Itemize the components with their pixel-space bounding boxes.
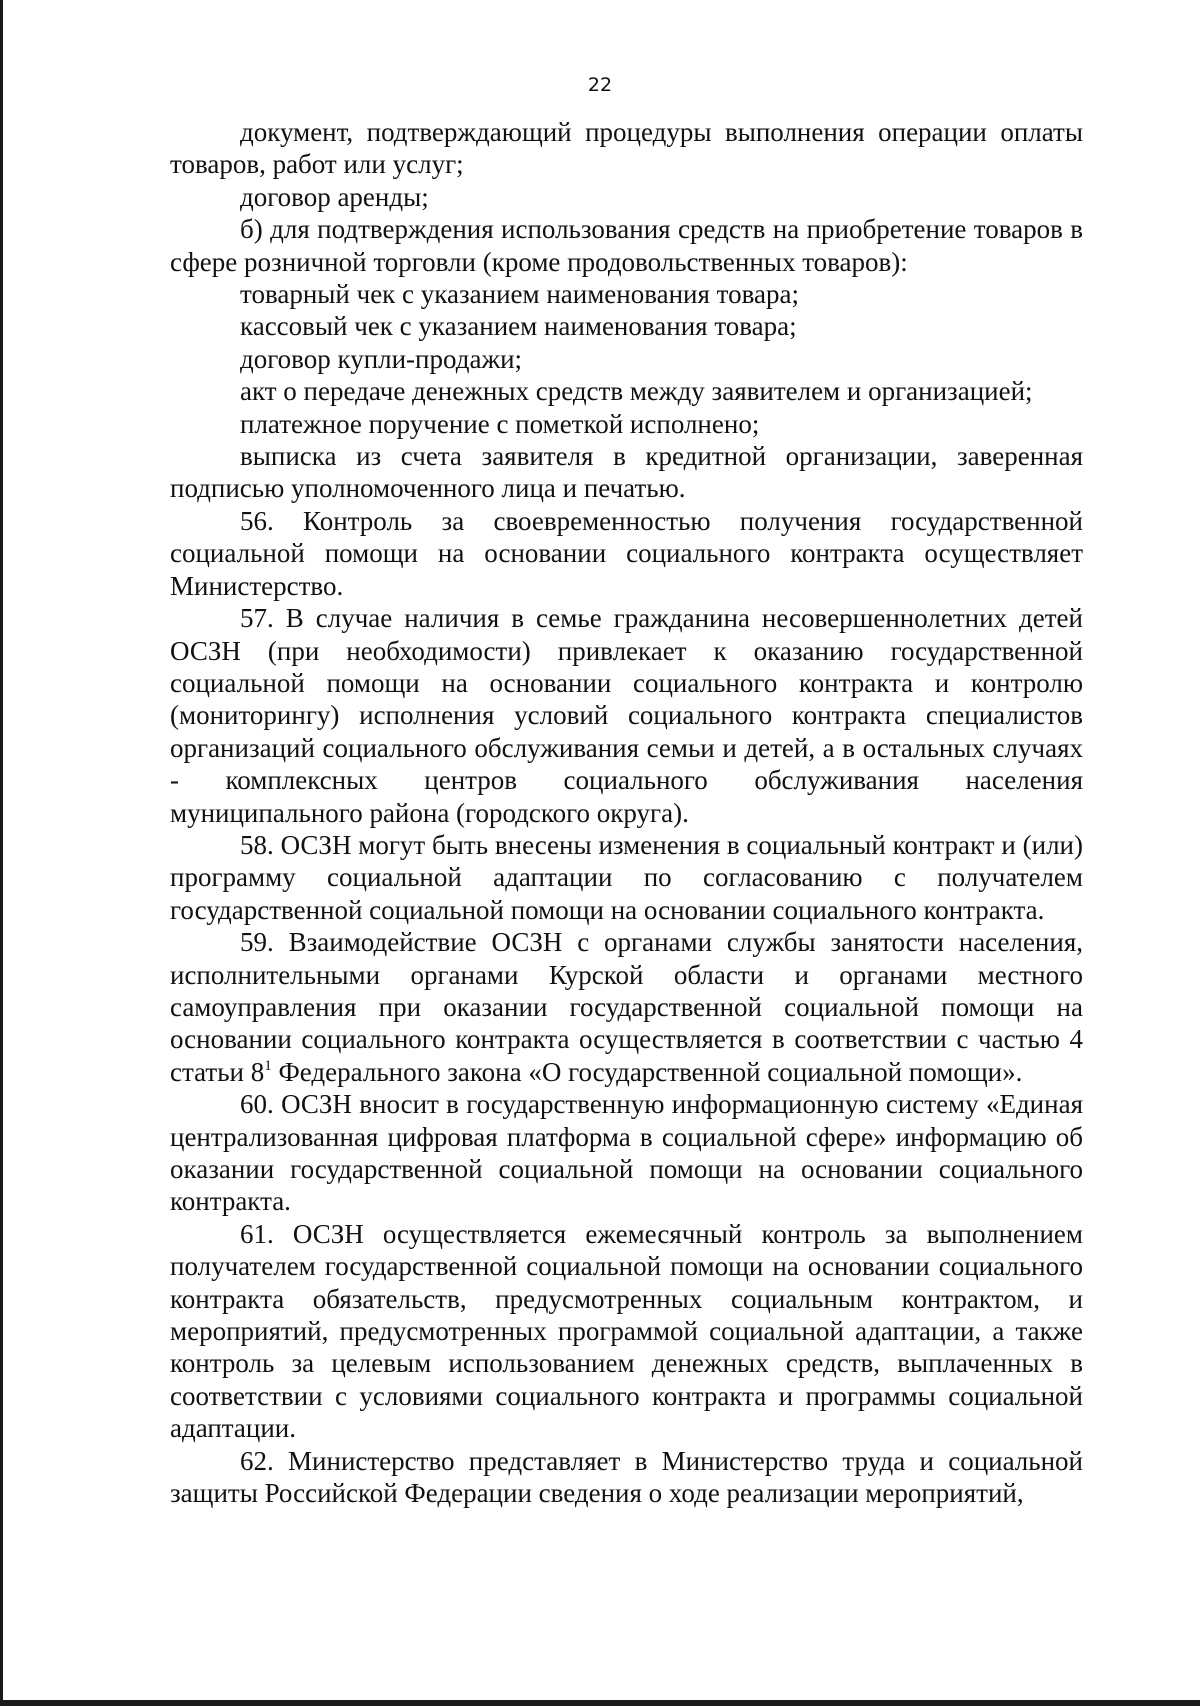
paragraph-59-tail: Федерального закона «О государственной социальной помощи».	[271, 1056, 1023, 1087]
paragraph-58: 58. ОСЗН могут быть внесены изменения в социальный контракт и (или) программу социальной адаптации по согласованию с получателем государственной социальной помощи на основании социального контракта.	[170, 829, 1083, 925]
superscript-article-index: 1	[264, 1057, 272, 1074]
page-number: 22	[587, 74, 613, 96]
paragraph-payment-document: документ, подтверждающий процедуры выполнения операции оплаты товаров, работ или услуг;	[170, 117, 1083, 180]
paragraph-61: 61. ОСЗН осуществляется ежемесячный контроль за выполнением получателем государственной социальной помощи на основании социального контракта обязательств, предусмотренных социальным контрактом, и мероприятий, предусмотренных программой социальной адаптации, а также контроль за целевым использованием денежных средств, выплаченных в соответствии с условиями социального контракта и программы социальной адаптации.	[170, 1218, 1083, 1444]
paragraph-account-statement: выписка из счета заявителя в кредитной организации, заверенная подписью уполномоченного лица и печатью.	[170, 441, 1083, 504]
document-body	[170, 116, 1083, 1509]
paragraph-purchase-agreement: договор купли-продажи;	[240, 343, 523, 374]
paragraph-lease-agreement: договор аренды;	[240, 181, 429, 212]
paragraph-item-b: б) для подтверждения использования средств на приобретение товаров в сфере розничной торговли (кроме продовольственных товаров):	[170, 214, 1083, 277]
paragraph-transfer-act: акт о передаче денежных средств между заявителем и организацией;	[240, 376, 1033, 407]
scan-edge-bottom	[0, 1700, 1200, 1706]
paragraph-59	[170, 926, 1083, 1088]
paragraph-57: 57. В случае наличия в семье гражданина несовершеннолетних детей ОСЗН (при необходимости) привлекает к оказанию государственной социальной помощи на основании социального контракта и контролю (мониторингу) исполнения условий социального контракта специалистов организаций социального обслуживания семьи и детей, а в остальных случаях - комплексных центров социального обслуживания населения муниципального района (городского округа).	[170, 603, 1083, 828]
paragraph-cash-receipt: кассовый чек с указанием наименования товара;	[240, 311, 797, 342]
paragraph-62: 62. Министерство представляет в Министерство труда и социальной защиты Российской Федерации сведения о ходе реализации мероприятий,	[170, 1445, 1083, 1509]
scan-edge-left	[0, 0, 3, 1706]
paragraph-payment-order: платежное поручение с пометкой исполнено;	[240, 408, 760, 439]
paragraph-59-text: 59. Взаимодействие ОСЗН с органами службы занятости населения, исполнительными органами Курской области и органами местного самоуправления при оказании государственной социальной помощи на основании социального контракта осуществляется в соответствии с частью 4 статьи 8	[170, 927, 1083, 1087]
paragraph-sales-receipt: товарный чек с указанием наименования товара;	[240, 279, 799, 310]
paragraph-56: 56. Контроль за своевременностью получения государственной социальной помощи на основании социального контракта осуществляет Министерство.	[170, 505, 1083, 601]
paragraph-60: 60. ОСЗН вносит в государственную информационную систему «Единая централизованная цифровая платформа в социальной сфере» информацию об оказании государственной социальной помощи на основании социального контракта.	[170, 1089, 1083, 1217]
